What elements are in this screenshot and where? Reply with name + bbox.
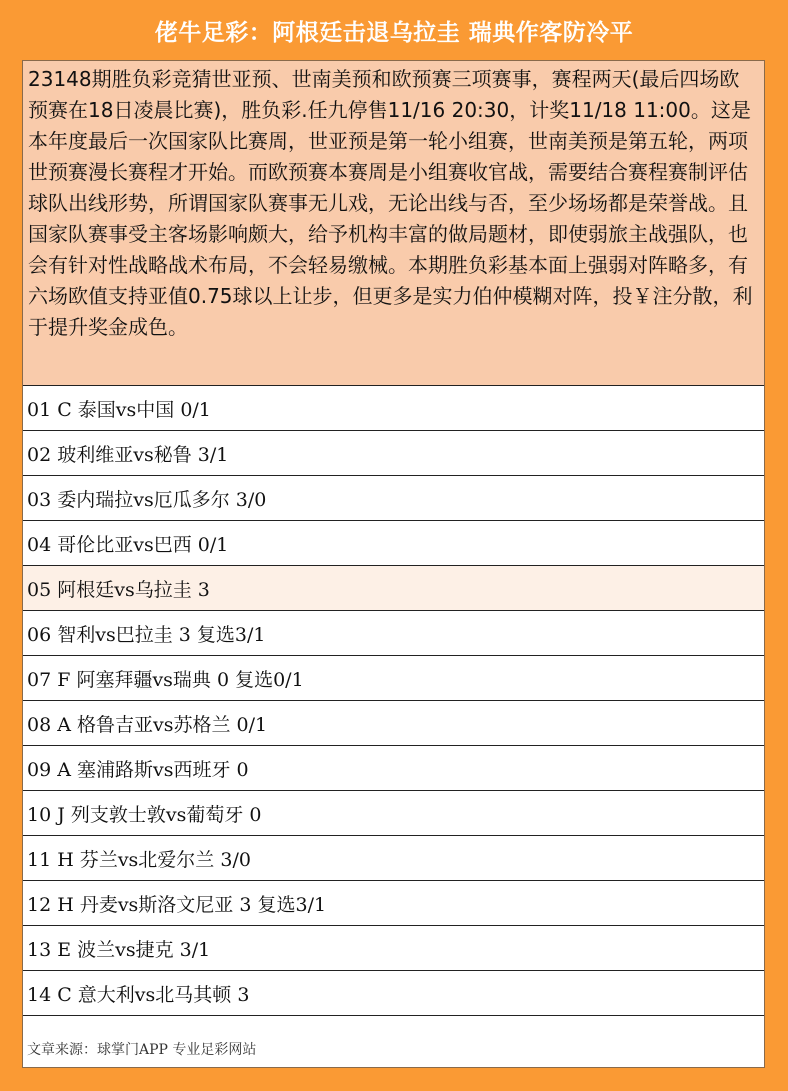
match-row-03: 03 委内瑞拉vs厄瓜多尔 3/0 bbox=[23, 476, 764, 521]
match-row-02: 02 玻利维亚vs秘鲁 3/1 bbox=[23, 431, 764, 476]
match-list bbox=[23, 386, 764, 1016]
match-row-10: 10 J 列支敦士敦vs葡萄牙 0 bbox=[23, 791, 764, 836]
match-row-04: 04 哥伦比亚vs巴西 0/1 bbox=[23, 521, 764, 566]
source-footer: 文章来源：球掌门APP 专业足彩网站 bbox=[27, 1042, 257, 1058]
content-panel bbox=[22, 60, 765, 1068]
match-row-12: 12 H 丹麦vs斯洛文尼亚 3 复选3/1 bbox=[23, 881, 764, 926]
match-row-07: 07 F 阿塞拜疆vs瑞典 0 复选0/1 bbox=[23, 656, 764, 701]
match-row-08: 08 A 格鲁吉亚vs苏格兰 0/1 bbox=[23, 701, 764, 746]
match-row-14: 14 C 意大利vs北马其顿 3 bbox=[23, 971, 764, 1016]
match-row-09: 09 A 塞浦路斯vs西班牙 0 bbox=[23, 746, 764, 791]
match-row-11: 11 H 芬兰vs北爱尔兰 3/0 bbox=[23, 836, 764, 881]
page-title: 佬牛足彩：阿根廷击退乌拉圭 瑞典作客防冷平 bbox=[154, 19, 634, 46]
match-row-13: 13 E 波兰vs捷克 3/1 bbox=[23, 926, 764, 971]
intro-paragraph: 23148期胜负彩竞猜世亚预、世南美预和欧预赛三项赛事，赛程两天(最后四场欧预赛在18日凌晨比赛)，胜负彩.任九停售11/16 20:30，计奖11/18 11:00。这是本年度最后一次国家队比赛周，世亚预是第一轮小组赛，世南美预是第五轮，两项世预赛漫长赛程才开始。而欧预赛本赛周是小组赛收官战，需要结合赛程赛制评估球队出线形势，所谓国家队赛事无儿戏，无论出线与否，至少场场都是荣誉战。且国家队赛事受主客场影响颇大，给予机构丰富的做局题材，即使弱旅主战强队，也会有针对性战略战术布局，不会轻易缴械。本期胜负彩基本面上强弱对阵略多，有六场欧值支持亚值0.75球以上让步，但更多是实力伯仲模糊对阵，投￥注分散，利于提升奖金成色。 bbox=[23, 61, 764, 386]
match-row-06: 06 智利vs巴拉圭 3 复选3/1 bbox=[23, 611, 764, 656]
match-row-05: 05 阿根廷vs乌拉圭 3 bbox=[23, 566, 764, 611]
match-row-01: 01 C 泰国vs中国 0/1 bbox=[23, 386, 764, 431]
